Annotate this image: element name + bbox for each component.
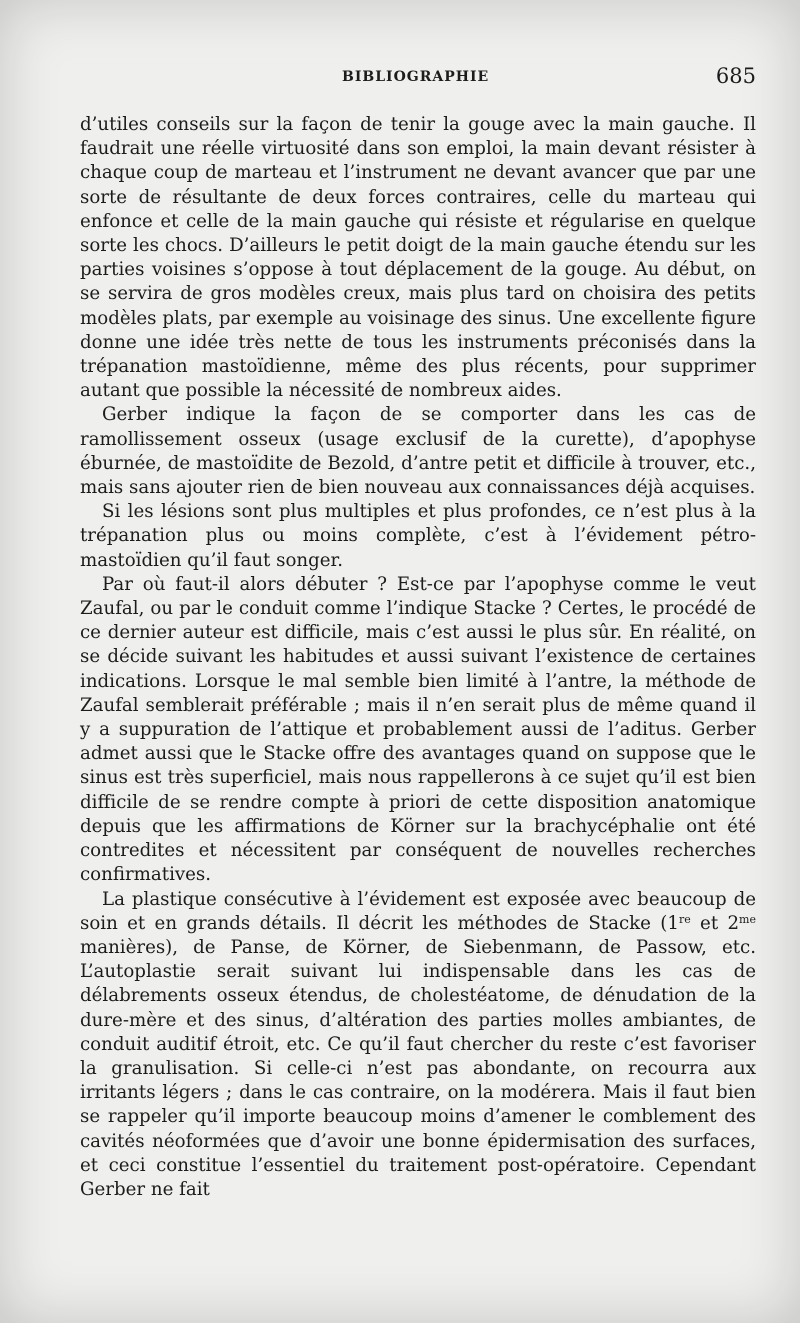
paragraph-gouge-technique: d’utiles conseils sur la façon de tenir la gouge avec la main gauche. Il faudrait une réelle virtuosité dans son emploi, la main devant résister à chaque coup de marteau et l’instrument ne devant avancer que par une sorte de résultante de deux forces contraires, celle du marteau qui enfonce et celle de la main gauche qui résiste et régularise en quelque sorte les chocs. D’ailleurs le petit doigt de la main gauche étendu sur les parties voisines s’oppose à tout déplacement de la gouge. Au début, on se servira de gros modèles creux, mais plus tard on choisira des petits modèles plats, par exemple au voisinage des sinus. Une excellente figure donne une idée très nette de tous les instruments préconisés dans la trépanation mastoïdienne, même des plus récents, pour supprimer autant que possible la nécessité de nombreux aides. (80, 114, 756, 402)
running-head (80, 64, 756, 90)
page-number: 685 (715, 64, 756, 88)
running-title: BIBLIOGRAPHIE (342, 69, 490, 85)
plastique-text-part-1: La plastique consécutive à l’évidement est exposée avec beaucoup de soin et en grands détails. Il décrit les méthodes de Stacke (1 (80, 888, 756, 934)
paragraph-evidement: Si les lésions sont plus multiples et plus profondes, ce n’est plus à la trépanation plus ou moins complète, c’est à l’évidement pétro-mastoïdien qu’il faut songer. (80, 501, 756, 571)
paragraph-special-cases: Gerber indique la façon de se comporter dans les cas de ramollissement osseux (usage exclusif de la curette), d’apophyse éburnée, de mastoïdite de Bezold, d’antre petit et difficile à trouver, etc., mais sans ajouter rien de bien nouveau aux connaissances déjà acquises. (80, 404, 756, 499)
paragraph-zaufal-stacke: Par où faut-il alors débuter ? Est-ce par l’apophyse comme le veut Zaufal, ou par le conduit comme l’indique Stacke ? Certes, le procédé de ce dernier auteur est difficile, mais c’est aussi le plus sûr. En réalité, on se décide suivant les habitudes et aussi suivant l’existence de certaines indications. Lorsque le mal semble bien limité à l’antre, la méthode de Zaufal semblerait préférable ; mais il n’en serait plus de même quand il y a suppuration de l’attique et probablement aussi de l’aditus. Gerber admet aussi que le Stacke offre des avantages quand on suppose que le sinus est très superficiel, mais nous rappellerons à ce sujet qu’il est bien difficile de se rendre compte à priori de cette disposition anatomique depuis que les affirmations de Körner sur la brachycéphalie ont été contredites et nécessitent par conséquent de nouvelles recherches confirmatives. (80, 573, 756, 886)
plastique-text-part-2: et 2 (690, 912, 740, 934)
plastique-text-part-3: manières), de Panse, de Körner, de Siebenmann, de Passow, etc. L’autoplastie serait suivant lui indispensable dans les cas de délabrements osseux étendus, de cholestéatome, de dénudation de la dure-mère et des sinus, d’altération des parties molles ambiantes, de conduit auditif étroit, etc. Ce qu’il faut chercher du reste c’est favoriser la granulisation. Si celle-ci n’est pas abondante, on recourra aux irritants légers ; dans le cas contraire, on la modérera. Mais il faut bien se rappeler qu’il importe beaucoup moins d’amener le comblement des cavités néoformées que d’avoir une bonne épidermisation des surfaces, et ceci constitue l’essentiel du traitement post-opératoire. Cependant Gerber ne fait (80, 936, 756, 1200)
paragraph-plastique (80, 888, 756, 1203)
text-body (80, 113, 756, 1202)
ordinal-superscript-first: re (678, 912, 691, 926)
ordinal-superscript-second: me (739, 912, 756, 926)
